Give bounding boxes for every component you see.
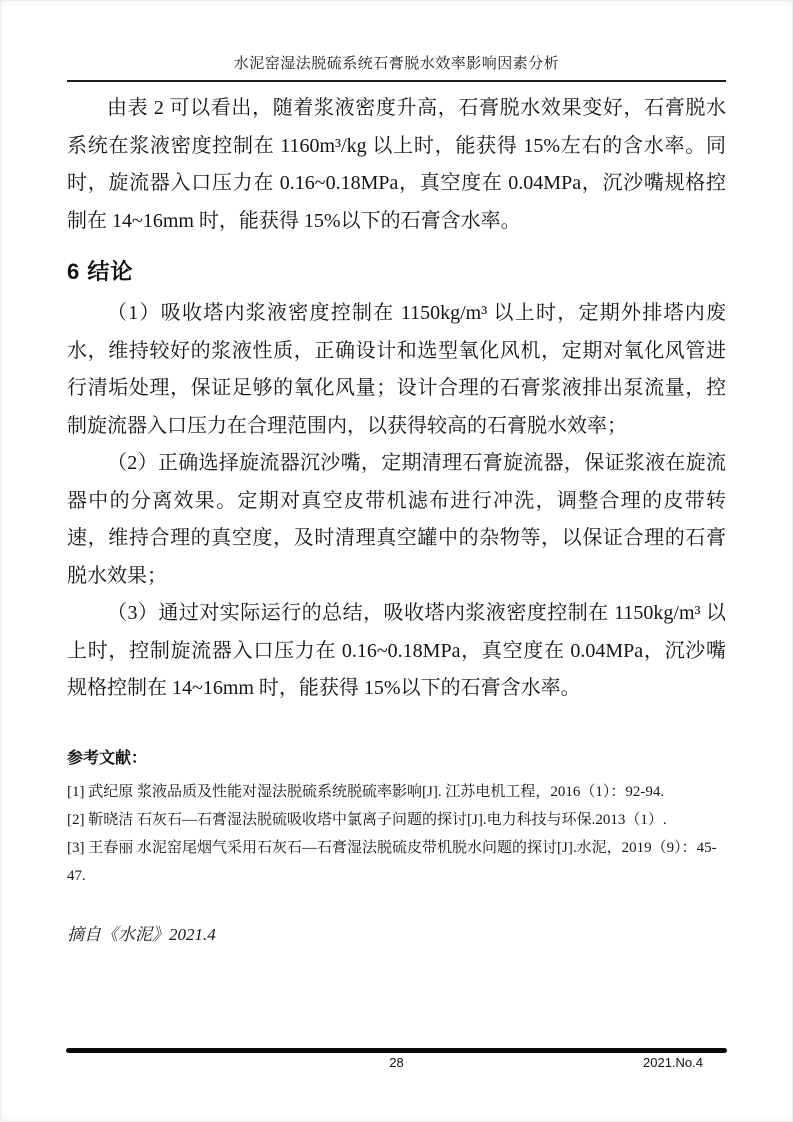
- page-number: 28: [389, 1055, 404, 1070]
- conclusion-paragraph-2: （2）正确选择旋流器沉沙嘴，定期清理石膏旋流器，保证浆液在旋流器中的分离效果。定期对真空皮带机滤布进行冲洗，调整合理的皮带转速，维持合理的真空度，及时清理真空罐中的杂物等，以保证合理的石膏脱水效果；: [67, 452, 726, 587]
- conclusion-paragraph-1: （1）吸收塔内浆液密度控制在 1150kg/m³ 以上时，定期外排塔内废水，维持较好的浆液性质，正确设计和选型氧化风机，定期对氧化风管进行清垢处理，保证足够的氧化风量；设计合理的石膏浆液排出泵流量，控制旋流器入口压力在合理范围内，以获得较高的石膏脱水效率；: [67, 302, 726, 437]
- section-heading-conclusion: 6 结论: [67, 259, 134, 284]
- intro-paragraph: 由表 2 可以看出，随着浆液密度升高，石膏脱水效果变好，石膏脱水系统在浆液密度控制在 1160m³/kg 以上时，能获得 15%左右的含水率。同时，旋流器入口压力在 0.16~0.18MPa，真空度在 0.04MPa，沉沙嘴规格控制在 14~16mm 时，能获得 15%以下的石膏含水率。: [67, 97, 726, 232]
- page-footer: [66, 1048, 727, 1073]
- references-section: [67, 745, 726, 890]
- references-heading: 参考文献：: [67, 749, 148, 767]
- source-note: 摘自《水泥》2021.4: [67, 924, 216, 944]
- footer-rule: [66, 1048, 727, 1053]
- reference-item-3: [3] 王春丽 水泥窑尾烟气采用石灰石—石膏湿法脱硫皮带机脱水问题的探讨[J].水泥，2019（9）：45-47.: [67, 839, 717, 884]
- footer-row: [66, 1055, 727, 1073]
- reference-item-2: [2] 靳晓洁 石灰石—石膏湿法脱硫吸收塔中氯离子问题的探讨[J].电力科技与环保.2013（1）.: [67, 811, 667, 828]
- header-rule: [67, 80, 726, 82]
- conclusion-paragraph-3: （3）通过对实际运行的总结，吸收塔内浆液密度控制在 1150kg/m³ 以上时，控制旋流器入口压力在 0.16~0.18MPa，真空度在 0.04MPa，沉沙嘴规格控制在 14~16mm 时，能获得 15%以下的石膏含水率。: [67, 602, 726, 699]
- page-header: [67, 0, 726, 82]
- reference-item-1: [1] 武纪原 浆液品质及性能对湿法脱硫系统脱硫率影响[J]. 江苏电机工程，2016（1）：92-94.: [67, 783, 665, 800]
- issue-label: 2021.No.4: [643, 1055, 703, 1070]
- running-header-title: 水泥窑湿法脱硫系统石膏脱水效率影响因素分析: [233, 56, 560, 72]
